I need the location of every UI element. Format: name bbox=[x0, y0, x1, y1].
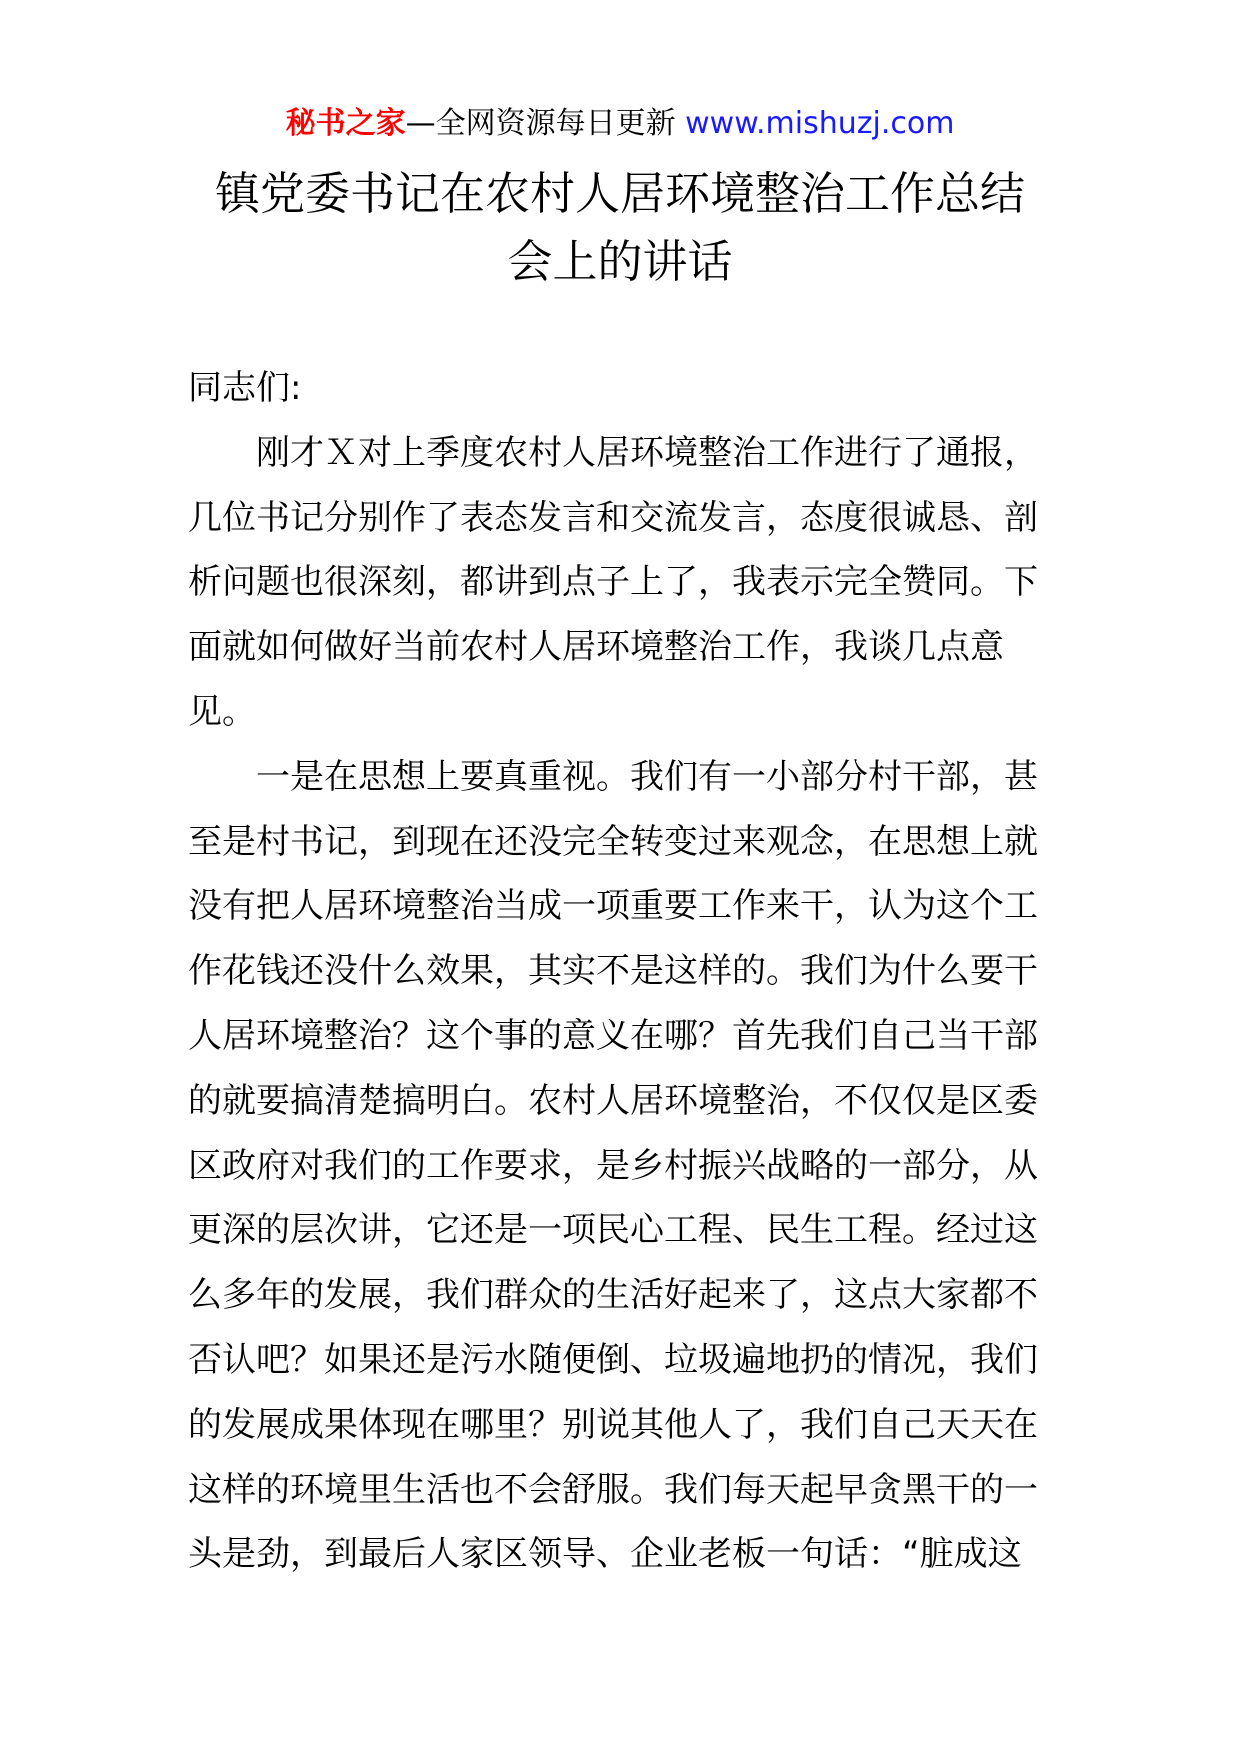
site-url-link[interactable]: www.mishuzj.com bbox=[685, 106, 955, 141]
paragraph-2-line: 么多年的发展，我们群众的生活好起来了，这点大家都不 bbox=[188, 1275, 1038, 1316]
paragraph-2-line: 一是在思想上要真重视。我们有一小部分村干部，甚 bbox=[256, 756, 1038, 797]
paragraph-2-line: 的就要搞清楚搞明白。农村人居环境整治，不仅仅是区委 bbox=[188, 1080, 1038, 1121]
paragraph-1-line: 见。 bbox=[188, 691, 256, 732]
paragraph-2-line: 头是劲，到最后人家区领导、企业老板一句话：“脏成这 bbox=[188, 1534, 1022, 1575]
paragraph-1-line: 刚才Ｘ对上季度农村人居环境整治工作进行了通报， bbox=[256, 432, 1038, 473]
paragraph-2-line: 至是村书记，到现在还没完全转变过来观念，在思想上就 bbox=[188, 821, 1038, 862]
salutation: 同志们: bbox=[188, 368, 302, 408]
paragraph-2-line: 区政府对我们的工作要求，是乡村振兴战略的一部分，从 bbox=[188, 1145, 1038, 1186]
paragraph-2-line: 这样的环境里生活也不会舒服。我们每天起早贪黑干的一 bbox=[188, 1469, 1038, 1510]
site-header bbox=[0, 100, 1240, 148]
paragraph-1-line: 面就如何做好当前农村人居环境整治工作，我谈几点意 bbox=[188, 627, 1004, 668]
paragraph-2-line: 没有把人居环境整治当成一项重要工作来干，认为这个工 bbox=[188, 886, 1038, 927]
paragraph-1-line: 析问题也很深刻，都讲到点子上了，我表示完全赞同。下 bbox=[188, 562, 1038, 603]
paragraph-1-line: 几位书记分别作了表态发言和交流发言，态度很诚恳、剖 bbox=[188, 497, 1038, 538]
document-body bbox=[188, 356, 1054, 1587]
paragraph-2-line: 人居环境整治？这个事的意义在哪？首先我们自己当干部 bbox=[188, 1015, 1038, 1056]
title-line-2: 会上的讲话 bbox=[507, 235, 733, 288]
site-tagline: —全网资源每日更新 bbox=[405, 106, 686, 141]
site-brand: 秘书之家 bbox=[285, 106, 406, 141]
paragraph-2-line: 作花钱还没什么效果，其实不是这样的。我们为什么要干 bbox=[188, 951, 1038, 992]
document-title bbox=[160, 160, 1080, 296]
paragraph-2-line: 否认吧？如果还是污水随便倒、垃圾遍地扔的情况，我们 bbox=[188, 1339, 1038, 1380]
paragraph-2-line: 的发展成果体现在哪里？别说其他人了，我们自己天天在 bbox=[188, 1404, 1038, 1445]
paragraph-2-line: 更深的层次讲，它还是一项民心工程、民生工程。经过这 bbox=[188, 1210, 1038, 1251]
title-line-1: 镇党委书记在农村人居环境整治工作总结 bbox=[214, 167, 1025, 220]
